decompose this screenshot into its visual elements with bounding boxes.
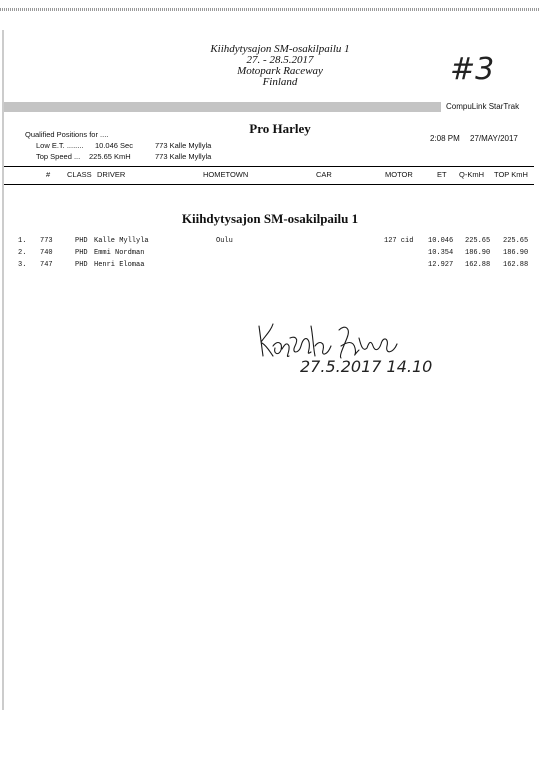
col-num: # — [46, 170, 51, 179]
result-et: 10.046 — [428, 237, 454, 245]
result-number: 773 — [40, 237, 53, 245]
class-title: Pro Harley — [249, 121, 311, 136]
result-position: 3. — [18, 261, 27, 269]
top-speed-label: Top Speed ... — [36, 152, 81, 161]
page-left-edge — [2, 30, 4, 710]
qualified-label: Qualified Positions for .... — [25, 130, 109, 139]
event-venue: Motopark Raceway — [237, 65, 323, 77]
result-topkmh: 186.90 — [503, 249, 529, 257]
low-et-holder: 773 Kalle Myllyla — [155, 141, 212, 150]
result-class: PHD — [75, 261, 88, 269]
handwritten-page-number: #3 — [450, 52, 495, 87]
result-qkmh: 186.90 — [465, 249, 491, 257]
dotted-separator — [4, 102, 441, 112]
handwritten-date-time: 27.5.2017 14.10 — [300, 357, 433, 376]
report-time: 2:08 PM — [430, 134, 460, 143]
result-number: 740 — [40, 249, 53, 257]
top-speed-holder: 773 Kalle Myllyla — [155, 152, 212, 161]
result-et: 12.927 — [428, 261, 454, 269]
result-et: 10.354 — [428, 249, 454, 257]
col-class: CLASS — [67, 170, 92, 179]
low-et-label: Low E.T. ........ — [36, 141, 84, 150]
result-driver: Emmi Nordman — [94, 249, 145, 257]
result-position: 2. — [18, 249, 27, 257]
software-name: CompuLink StarTrak — [446, 102, 520, 111]
header-rule-top — [4, 166, 534, 167]
result-driver: Henri Elomaa — [94, 261, 145, 269]
result-topkmh: 225.65 — [503, 237, 529, 245]
table-row — [0, 237, 539, 249]
result-position: 1. — [18, 237, 27, 245]
result-driver: Kalle Myllyla — [94, 237, 149, 245]
event-country: Finland — [262, 76, 298, 88]
event-title: Kiihdytysajon SM-osakilpailu 1 — [210, 43, 350, 55]
table-row — [0, 261, 539, 273]
page-top-edge — [0, 8, 539, 11]
result-class: PHD — [75, 249, 88, 257]
col-qkmh: Q-KmH — [459, 170, 484, 179]
event-dates: 27. - 28.5.2017 — [246, 54, 314, 66]
result-class: PHD — [75, 237, 88, 245]
report-date: 27/MAY/2017 — [470, 134, 518, 143]
result-topkmh: 162.88 — [503, 261, 529, 269]
section-title: Kiihdytysajon SM-osakilpailu 1 — [181, 211, 359, 226]
result-motor: 127 cid — [384, 237, 414, 245]
result-qkmh: 225.65 — [465, 237, 491, 245]
col-topkmh: TOP KmH — [494, 170, 528, 179]
col-car: CAR — [316, 170, 332, 179]
result-number: 747 — [40, 261, 53, 269]
table-row — [0, 249, 539, 261]
low-et-value: 10.046 Sec — [95, 141, 133, 150]
header-rule-bottom — [4, 184, 534, 185]
col-driver: DRIVER — [97, 170, 126, 179]
col-hometown: HOMETOWN — [203, 170, 249, 179]
col-et: ET — [437, 170, 447, 179]
result-hometown: Oulu — [216, 237, 233, 245]
col-motor: MOTOR — [385, 170, 413, 179]
result-qkmh: 162.88 — [465, 261, 491, 269]
top-speed-value: 225.65 KmH — [89, 152, 131, 161]
